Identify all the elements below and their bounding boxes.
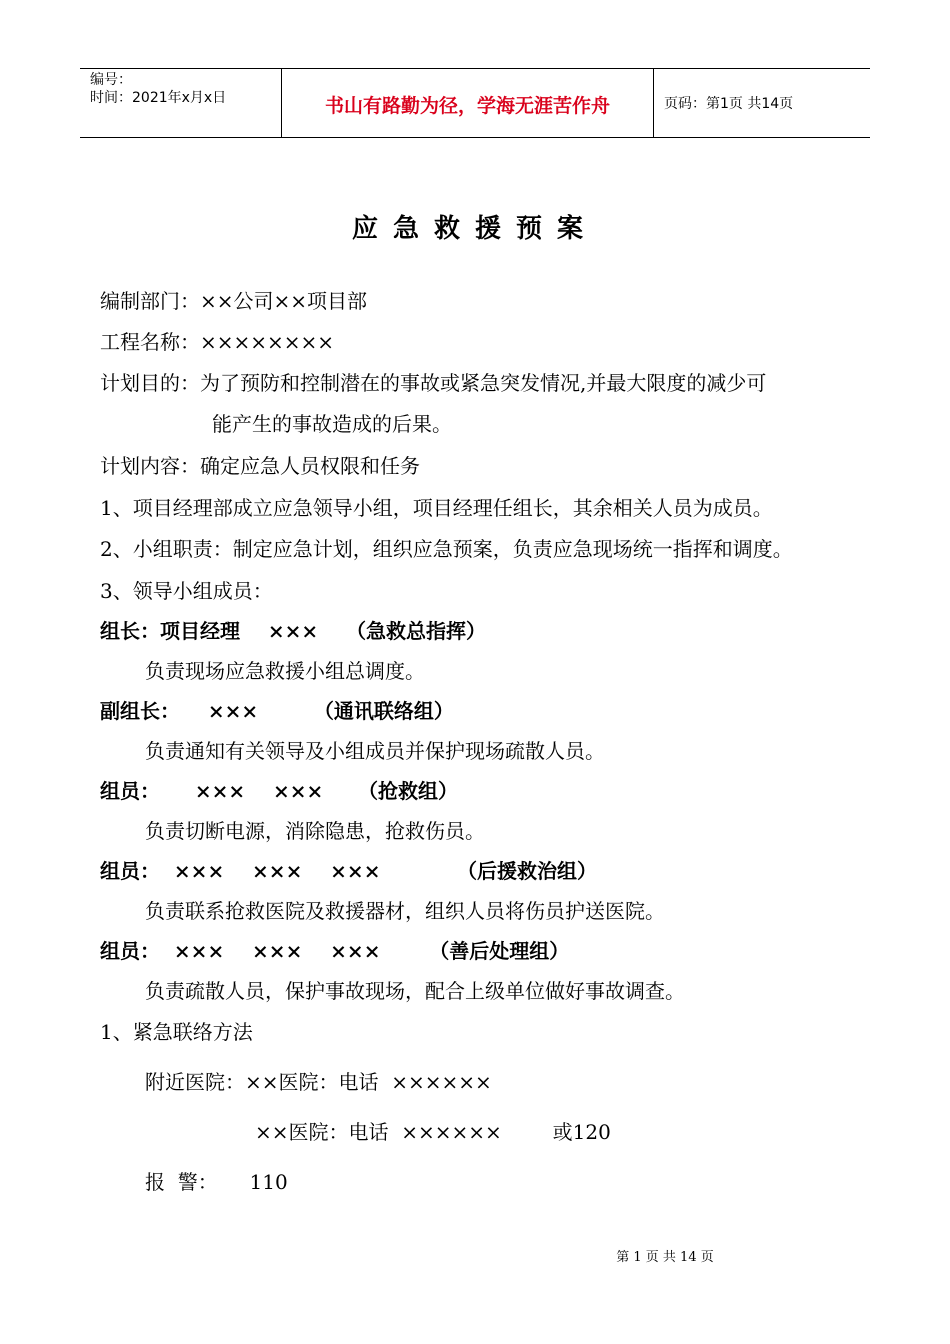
member1-line: 组员： ××× ××× （抢救组）	[100, 779, 459, 803]
number-label: 编号：	[90, 72, 132, 88]
time-label: 时间：2021年x月x日	[90, 90, 227, 106]
deputy-line: 副组长： ××× （通讯联络组）	[100, 699, 454, 723]
member3-duty: 负责疏散人员，保护事故现场，配合上级单位做好事故调查。	[145, 979, 685, 1003]
document-title: 应急救援预案	[351, 214, 598, 244]
member2-line: 组员： ××× ××× ××× （后援救治组）	[100, 859, 598, 883]
header-meta	[80, 69, 282, 137]
police-line: 报 警： 110	[145, 1170, 288, 1194]
header-motto: 书山有路勤为径，学海无涯苦作舟	[282, 69, 654, 137]
contact-title: 1、紧急联络方法	[100, 1020, 253, 1044]
purpose-line-2: 能产生的事故造成的后果。	[212, 412, 452, 436]
member3-line: 组员： ××× ××× ××× （善后处理组）	[100, 939, 570, 963]
hospital-line-2: ××医院：电话 ×××××× 或120	[255, 1120, 611, 1144]
page-footer: 第 1 页 共 14 页	[616, 1250, 714, 1265]
item-1: 1、项目经理部成立应急领导小组，项目经理任组长，其余相关人员为成员。	[100, 496, 773, 520]
purpose-line-1: 计划目的：为了预防和控制潜在的事故或紧急突发情况,并最大限度的减少可	[100, 371, 767, 395]
project-line: 工程名称：××××××××	[100, 330, 335, 354]
leader-line: 组长：项目经理 ××× （急救总指挥）	[100, 619, 486, 643]
leader-duty: 负责现场应急救援小组总调度。	[145, 659, 425, 683]
header-table	[80, 68, 870, 138]
item-2: 2、小组职责：制定应急计划，组织应急预案，负责应急现场统一指挥和调度。	[100, 537, 793, 561]
member1-duty: 负责切断电源，消除隐患，抢救伤员。	[145, 819, 485, 843]
member2-duty: 负责联系抢救医院及救援器材，组织人员将伤员护送医院。	[145, 899, 665, 923]
hospital-line-1: 附近医院：××医院：电话 ××××××	[145, 1070, 492, 1094]
header-page-info: 页码：第1页 共14页	[664, 96, 794, 112]
content-line: 计划内容：确定应急人员权限和任务	[100, 454, 420, 478]
deputy-duty: 负责通知有关领导及小组成员并保护现场疏散人员。	[145, 739, 605, 763]
item-3: 3、领导小组成员：	[100, 579, 273, 603]
dept-line: 编制部门：××公司××项目部	[100, 289, 368, 313]
